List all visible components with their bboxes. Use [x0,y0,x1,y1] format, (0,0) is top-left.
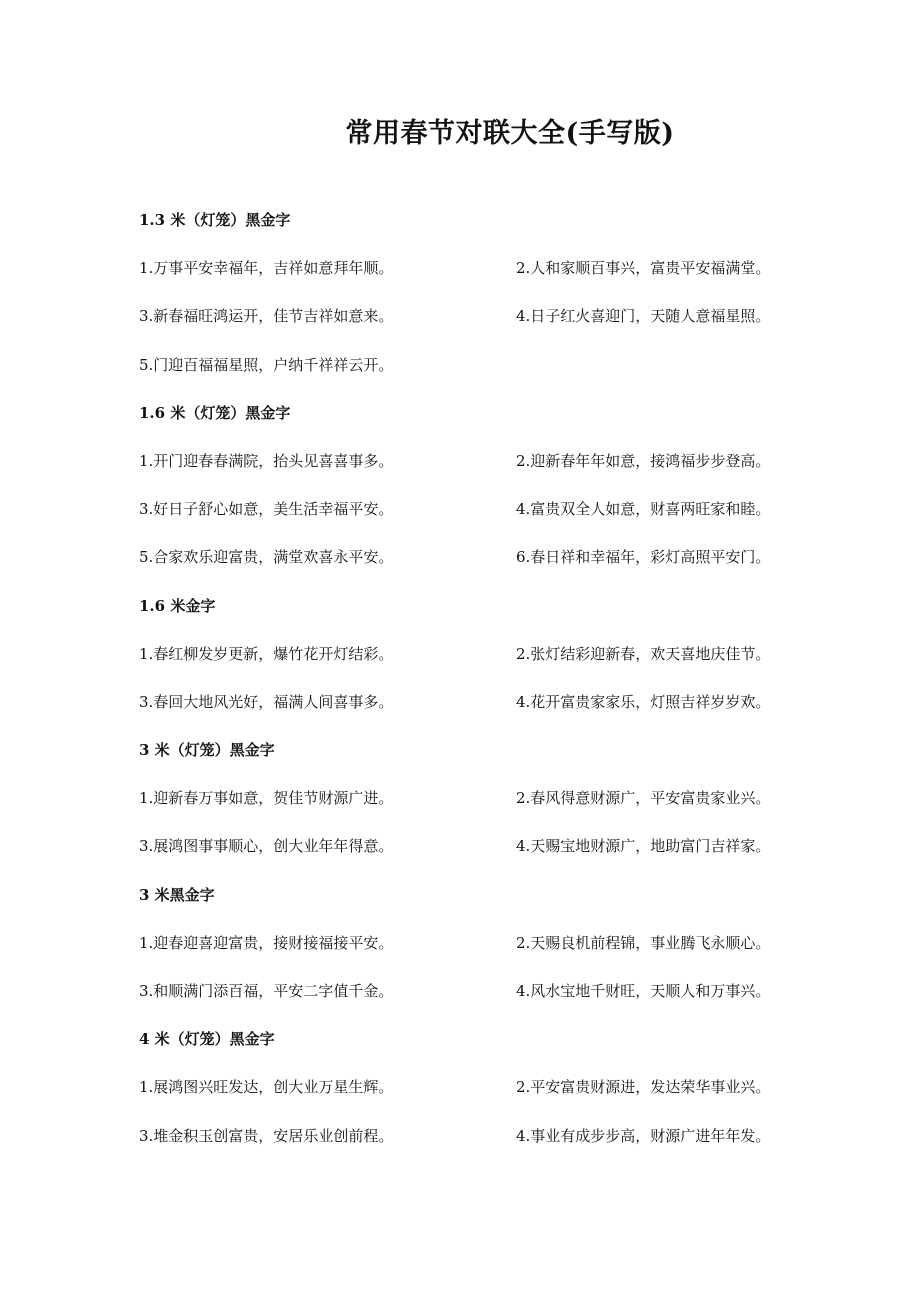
couplet-row [139,684,799,732]
couplet-right: 4.天赐宝地财源广，地助富门吉祥家。 [516,837,771,856]
section-heading: 3 米（灯笼）黑金字 [139,741,275,760]
section-heading: 3 米黑金字 [139,885,215,904]
couplet-row [139,539,799,587]
couplet-left: 5.门迎百福福星照，户纳千祥祥云开。 [139,355,394,374]
couplet-row [139,491,799,539]
couplet-left: 3.和顺满门添百福，平安二字值千金。 [139,982,394,1000]
couplet-row [139,973,799,1021]
couplet-row [139,250,799,298]
couplet-left: 1.春红柳发岁更新，爆竹花开灯结彩。 [139,644,394,663]
couplet-right: 4.风水宝地千财旺，天顺人和万事兴。 [516,982,771,1000]
couplet-right: 2.春风得意财源广，平安富贵家业兴。 [516,789,771,808]
couplet-right: 2.迎新春年年如意，接鸿福步步登高。 [516,451,771,470]
couplet-list [139,202,799,1166]
couplet-row [139,1118,799,1166]
section-heading: 1.6 米金字 [139,596,216,615]
couplet-right: 4.富贵双全人如意，财喜两旺家和睦。 [516,500,771,519]
couplet-row [139,925,799,973]
couplet-right: 2.平安富贵财源进，发达荣华事业兴。 [516,1078,771,1097]
couplet-right: 4.日子红火喜迎门，天随人意福星照。 [516,307,771,326]
couplet-right: 2.天赐良机前程锦，事业腾飞永顺心。 [516,933,771,952]
couplet-right: 4.花开富贵家家乐，灯照吉祥岁岁欢。 [516,692,771,711]
couplet-left: 3.堆金积玉创富贵，安居乐业创前程。 [139,1126,394,1145]
couplet-right: 6.春日祥和幸福年，彩灯高照平安门。 [516,548,771,567]
couplet-right: 2.人和家顺百事兴，富贵平安福满堂。 [516,259,771,278]
couplet-left: 1.万事平安幸福年，吉祥如意拜年顺。 [139,259,394,278]
couplet-left: 1.迎新春万事如意，贺佳节财源广进。 [139,789,394,808]
couplet-right: 4.事业有成步步高，财源广进年年发。 [516,1126,771,1145]
couplet-row [139,828,799,876]
section-heading: 4 米（灯笼）黑金字 [139,1030,275,1049]
couplet-row [139,1069,799,1117]
page-title: 常用春节对联大全(手写版) [345,118,675,149]
section-heading: 1.3 米（灯笼）黑金字 [139,211,291,229]
couplet-left: 3.好日子舒心如意，美生活幸福平安。 [139,500,394,519]
couplet-left: 1.迎春迎喜迎富贵，接财接福接平安。 [139,933,394,952]
section-heading: 1.6 米（灯笼）黑金字 [139,403,291,422]
couplet-row [139,636,799,684]
couplet-row [139,298,799,346]
couplet-row [139,780,799,828]
couplet-left: 1.开门迎春春满院，抬头见喜喜事多。 [139,451,394,470]
couplet-left: 3.新春福旺鸿运开，佳节吉祥如意来。 [139,307,394,326]
couplet-row [139,347,799,395]
couplet-left: 5.合家欢乐迎富贵，满堂欢喜永平安。 [139,548,394,567]
couplet-row [139,443,799,491]
couplet-right: 2.张灯结彩迎新春，欢天喜地庆佳节。 [516,644,771,663]
couplet-left: 3.春回大地风光好，福满人间喜事多。 [139,692,394,711]
couplet-left: 3.展鸿图事事顺心，创大业年年得意。 [139,837,394,856]
couplet-left: 1.展鸿图兴旺发达，创大业万星生辉。 [139,1078,394,1097]
